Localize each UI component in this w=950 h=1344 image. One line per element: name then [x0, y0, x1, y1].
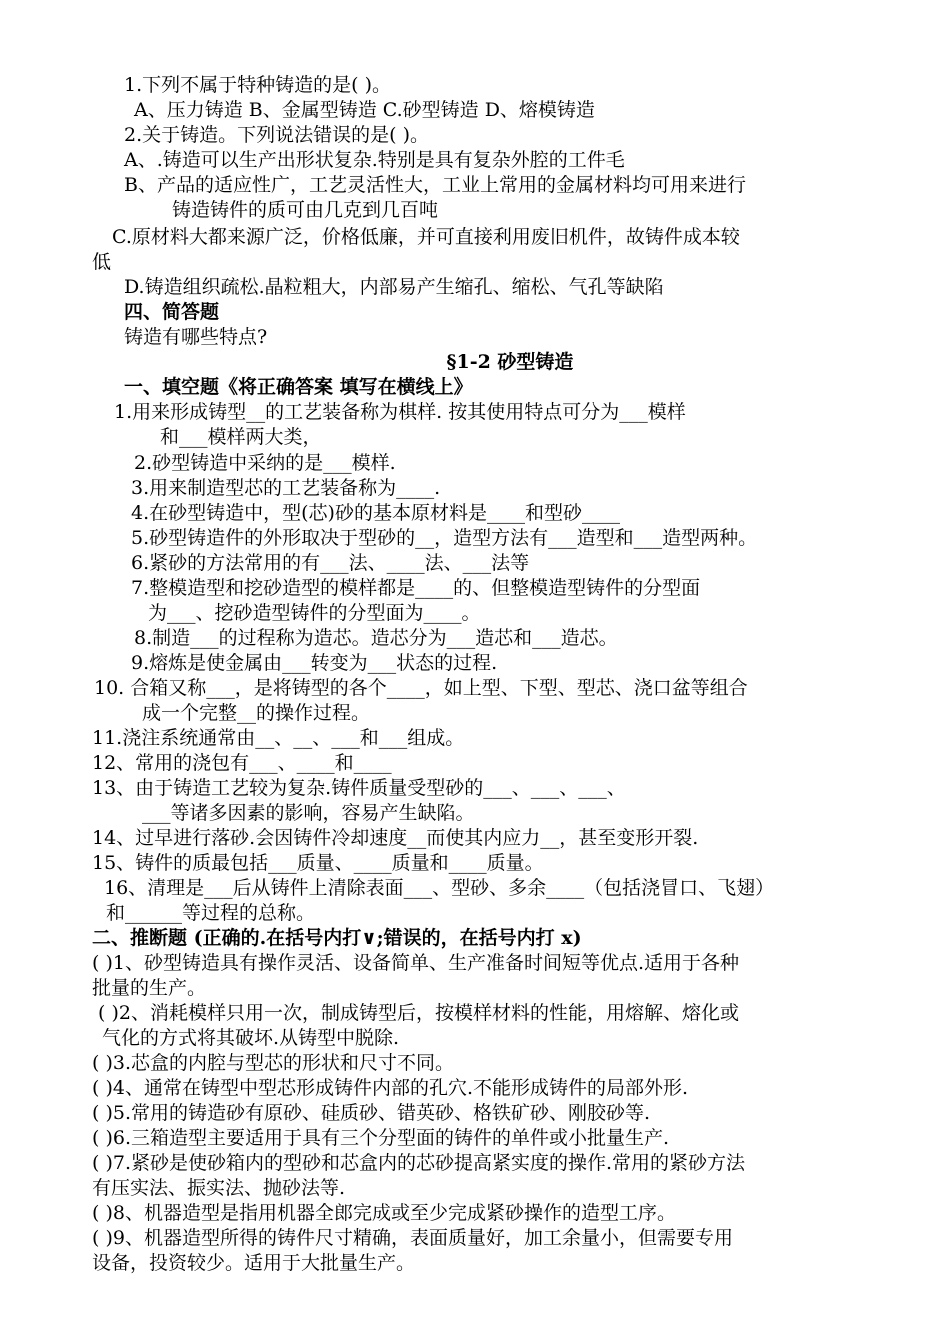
- question-2-option-a: A、.铸造可以生产出形状复杂.特别是具有复杂外腔的工件毛: [124, 149, 625, 171]
- tf-item-7-cont: 有压实法、振实法、抛砂法等.: [92, 1177, 346, 1199]
- tf-item-5: ( )5.常用的铸造砂有原砂、硅质砂、错英砂、格铁矿砂、刚胶砂等.: [92, 1102, 651, 1124]
- fill-item-8: 8.制造___的过程称为造芯。造芯分为___造芯和___造芯。: [134, 627, 618, 649]
- tf-item-2: ( )2、消耗模样只用一次，制成铸型后，按模样材料的性能，用熔解、熔化或: [98, 1002, 739, 1024]
- tf-item-9-cont: 设备，投资较少。适用于大批量生产。: [92, 1252, 416, 1274]
- question-2-option-c: C.原材料大都来源广泛，价格低廉，并可直接利用废旧机件，故铸件成本较: [112, 226, 740, 248]
- tf-item-2-cont: 气化的方式将其破坏.从铸型中脱除.: [102, 1027, 400, 1049]
- fill-item-16-cont: 和______等过程的总称。: [106, 902, 316, 924]
- fill-item-5: 5.砂型铸造件的外形取决于型砂的__，造型方法有___造型和___造型两种。: [131, 527, 758, 549]
- short-answer-question: 铸造有哪些特点?: [124, 326, 268, 348]
- fill-item-16: 16、清理是___后从铸件上清除表面___、型砂、多余____（包括浇冒口、飞翅）: [104, 877, 775, 899]
- tf-item-1: ( )1、砂型铸造具有操作灵活、设备简单、生产准备时间短等优点.适用于各种: [92, 952, 739, 974]
- tf-item-4: ( )4、通常在铸型中型芯形成铸件内部的孔穴.不能形成铸件的局部外形.: [92, 1077, 689, 1099]
- fill-item-9: 9.熔炼是使金属由___转变为___状态的过程.: [131, 652, 498, 674]
- section-heading-fill-blank: 一、填空题《将正确答案 填写在横线上》: [124, 376, 473, 398]
- tf-item-8: ( )8、机器造型是指用机器全郎完成或至少完成紧砂操作的造型工序。: [92, 1202, 676, 1224]
- question-1-options: A、压力铸造 B、金属型铸造 C.砂型铸造 D、熔模铸造: [134, 99, 595, 121]
- fill-item-1: 1.用来形成铸型__的工艺装备称为棋样. 按其使用特点可分为___模样: [114, 401, 686, 423]
- section-heading-short-answer: 四、简答题: [124, 301, 220, 323]
- fill-item-15: 15、铸件的质最包括___质量、____质量和____质量。: [92, 852, 544, 874]
- tf-item-9: ( )9、机器造型所得的铸件尺寸精确，表面质量好，加工余量小，但需要专用: [92, 1227, 733, 1249]
- fill-item-7-cont: 为___、挖砂造型铸件的分型面为____。: [148, 602, 481, 624]
- fill-item-13-cont: ___等诸多因素的影响，容易产生缺陷。: [142, 802, 475, 824]
- question-2-option-b-cont: 铸造铸件的质可由几克到几百吨: [172, 199, 439, 221]
- fill-item-4: 4.在砂型铸造中，型(芯)砂的基本原材料是____和型砂____: [131, 502, 620, 524]
- page-title: §1-2 砂型铸造: [446, 351, 574, 373]
- fill-item-6: 6.紧砂的方法常用的有___法、____法、___法等: [131, 552, 530, 574]
- fill-item-11: 11.浇注系统通常由__、__、___和___组成。: [92, 727, 465, 749]
- fill-item-12: 12、常用的浇包有___、____和____: [92, 752, 392, 774]
- question-2: 2.关于铸造。下列说法错误的是( )。: [124, 124, 429, 146]
- question-2-option-b: B、产品的适应性广，工艺灵活性大，工业上常用的金属材料均可用来进行: [124, 174, 746, 196]
- fill-item-2: 2.砂型铸造中采纳的是___模样.: [134, 452, 396, 474]
- fill-item-10: 10. 合箱又称___，是将铸型的各个____，如上型、下型、型芯、浇口盆等组合: [94, 677, 748, 699]
- fill-item-3: 3.用来制造型芯的工艺装备称为____.: [131, 477, 441, 499]
- fill-item-1-cont: 和___模样两大类，: [160, 426, 322, 448]
- section-heading-true-false: 二、推断题 (正确的.在括号内打∨;错误的，在括号内打 x): [92, 927, 582, 949]
- question-2-option-c-cont: 低: [92, 251, 112, 273]
- fill-item-14: 14、过早进行落砂.会因铸件冷却速度__而使其内应力__，甚至变形开裂.: [92, 827, 699, 849]
- fill-item-7: 7.整模造型和挖砂造型的模样都是____的、但整模造型铸件的分型面: [131, 577, 701, 599]
- tf-item-7: ( )7.紧砂是使砂箱内的型砂和芯盒内的芯砂提高紧实度的操作.常用的紧砂方法: [92, 1152, 746, 1174]
- question-1: 1.下列不属于特种铸造的是( )。: [124, 74, 391, 96]
- question-2-option-d: D.铸造组织疏松.晶粒粗大，内部易产生缩孔、缩松、气孔等缺陷: [124, 276, 664, 298]
- tf-item-6: ( )6.三箱造型主要适用于具有三个分型面的铸件的单件或小批量生产.: [92, 1127, 670, 1149]
- fill-item-10-cont: 成一个完整__的操作过程。: [142, 702, 371, 724]
- tf-item-1-cont: 批量的生产。: [92, 977, 207, 999]
- fill-item-13: 13、由于铸造工艺较为复杂.铸件质量受型砂的___、___、___、: [92, 777, 626, 799]
- tf-item-3: ( )3.芯盒的内腔与型芯的形状和尺寸不同。: [92, 1052, 454, 1074]
